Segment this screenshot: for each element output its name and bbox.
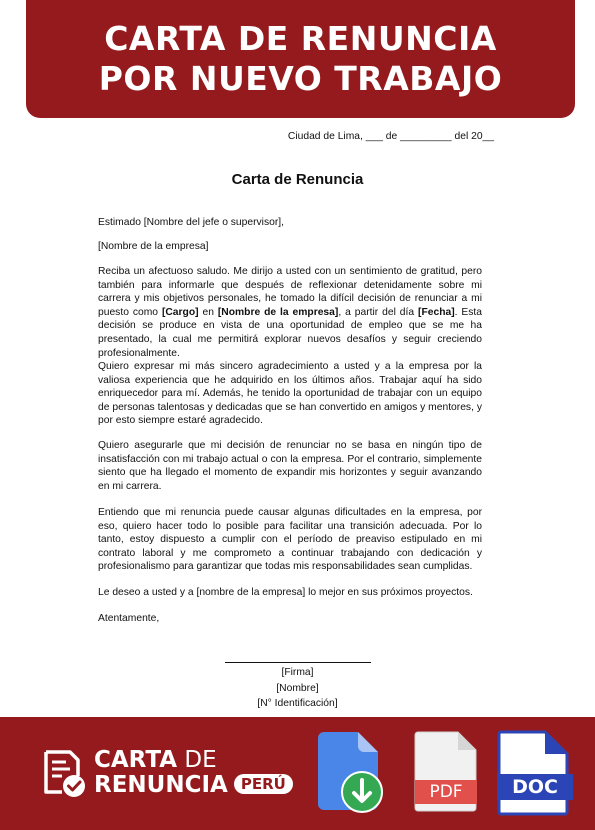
signature-id: [N° Identificación] — [257, 698, 338, 709]
paragraph-1-text-c: , a partir del día — [338, 306, 419, 318]
placeholder-cargo: [Cargo] — [161, 306, 199, 318]
brand-word-carta: CARTA — [94, 747, 178, 773]
company-name: [Nombre de la empresa] — [98, 241, 209, 252]
paragraph-1-text-b: en — [198, 306, 218, 318]
doc-file-icon — [497, 730, 573, 816]
signature-nombre: [Nombre] — [276, 682, 319, 694]
closing-wish: Le deseo a usted y a [nombre de la empresa] lo mejor en sus próximos proyectos. — [98, 587, 473, 598]
paragraph-1-text-a: Reciba un afectuoso saludo. Me dirijo a usted con un sentimiento de gratitud, pero también para informarle que después de reflexionar detenidamente sobre mi carrera y mis objetivos personales, he tomado la difícil decisión de renunciar a mi puesto como — [98, 266, 482, 318]
brand-word-renuncia: RENUNCIA — [94, 772, 228, 798]
placeholder-fecha: [Fecha] — [418, 306, 455, 318]
letter-title: Carta de Renuncia — [231, 171, 364, 188]
brand-badge-peru: PERÚ — [234, 774, 293, 794]
brand-line-1 — [94, 748, 217, 772]
paragraph-1-text-d: . Esta decisión se produce en vista de una oportunidad de empleo que se me ha presentado, la cual me permitirá explorar nuevos desafíos y seguir creciendo profesionalmente. — [98, 306, 483, 359]
paragraph-1 — [98, 265, 482, 360]
brand-word-de: DE — [177, 747, 217, 773]
pdf-download-button[interactable] — [414, 730, 478, 812]
paragraph-4: Entiendo que mi renuncia puede causar algunas dificultades en la empresa, por eso, quiero hacer todo lo posible para facilitar una transición adecuada. Por lo tanto, estoy dispuesto a cumplir con el período de preaviso estipulado en mi contrato laboral y me comprometo a continuar trabajando con dedicación y profesionalismo para garantizar que todas mis responsabilidades sean cumplidas. — [98, 507, 482, 573]
date-line: Ciudad de Lima, ___ de _________ del 20__ — [287, 131, 494, 142]
pdf-label: PDF — [429, 782, 463, 802]
paragraph-3: Quiero asegurarle que mi decisión de renunciar no se basa en ningún tipo de insatisfacción con mi trabajo actual o con la empresa. Por el contrario, simplemente siento que ha llegado el momento de expandir mis horizontes y seguir avanzando en mi carrera. — [98, 440, 482, 492]
google-docs-download-icon[interactable] — [318, 730, 384, 814]
certificate-icon — [42, 748, 88, 800]
doc-download-button[interactable] — [497, 730, 573, 816]
title-banner — [26, 0, 575, 118]
signature-line — [225, 662, 371, 663]
signature-firma: [Firma] — [281, 667, 314, 678]
banner-title-line-2: POR NUEVO TRABAJO — [98, 59, 503, 98]
closing-salutation: Atentamente, — [98, 613, 160, 624]
paragraph-2: Quiero expresar mi más sincero agradecimiento a usted y a la empresa por la valiosa experiencia que he adquirido en los últimos años. Trabajar aquí ha sido enriquecedor para mí. Además, he tenido la oportunidad de trabajar con un equipo de personas talentosas y dedicadas que se han convertido en amigos y mentores, y por esto siempre estaré agradecido. — [98, 361, 482, 427]
brand-logo[interactable] — [42, 748, 302, 804]
banner-title-line-1: CARTA DE RENUNCIA — [104, 19, 497, 58]
greeting: Estimado [Nombre del jefe o supervisor], — [98, 217, 284, 228]
brand-line-2 — [94, 772, 293, 798]
placeholder-empresa: [Nombre de la empresa] — [217, 306, 339, 318]
doc-label: DOC — [512, 776, 558, 798]
signature-block — [0, 665, 595, 712]
